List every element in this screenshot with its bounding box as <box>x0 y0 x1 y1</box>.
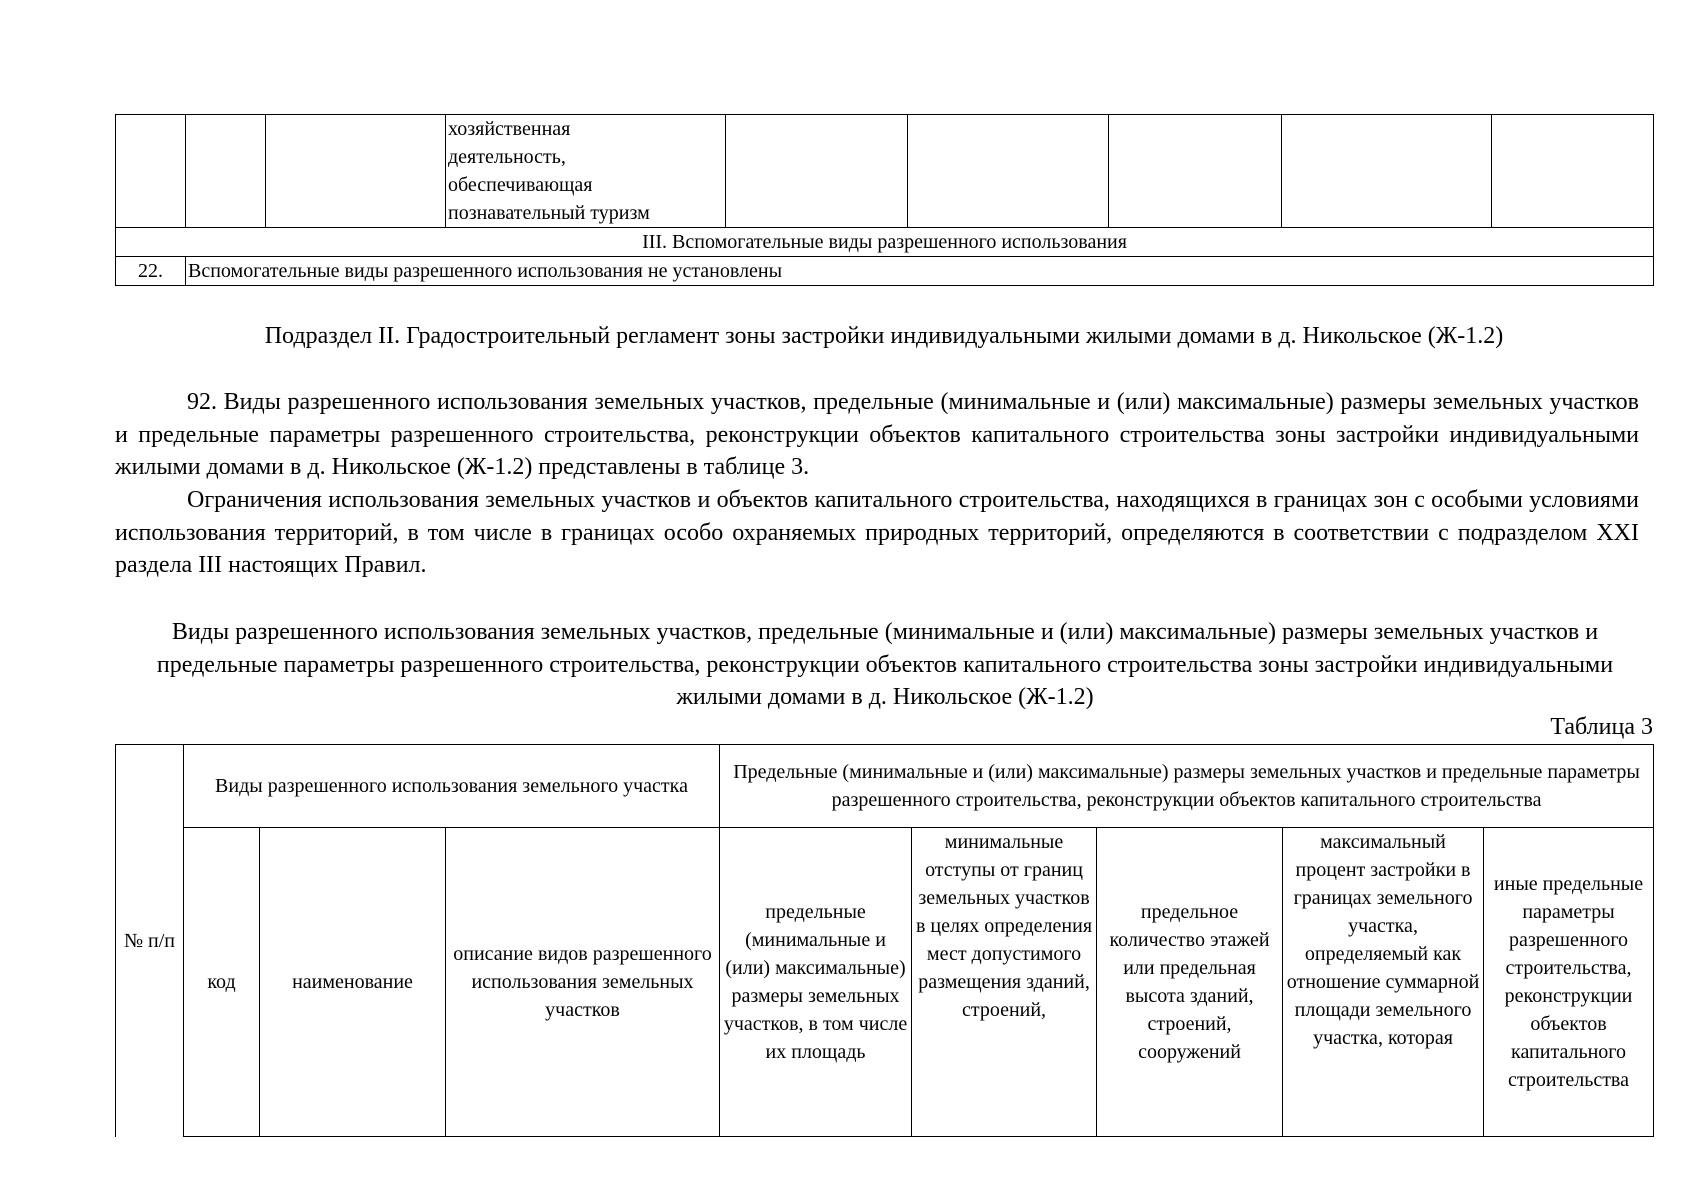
description-line: обеспечивающая <box>448 174 593 196</box>
table-number: Таблица 3 <box>1550 714 1653 740</box>
header-description: описание видов разрешенного использования земельных участков <box>446 828 720 1137</box>
section-row <box>116 228 1654 257</box>
table-cell <box>266 115 446 228</box>
header-group-limits: Предельные (минимальные и (или) максимальные) размеры земельных участков и предельные параметры разрешенного строительства, реконструкции объектов капитального строительства <box>720 745 1654 828</box>
header-plot-size: предельные (минимальные и (или) максимальные) размеры земельных участков, в том числе их площадь <box>720 828 912 1137</box>
description-line: познавательный туризм <box>448 202 650 224</box>
header-code: код <box>184 828 260 1137</box>
row-number: 22. <box>116 257 186 286</box>
table-cell <box>908 115 1109 228</box>
header-floors: предельное количество этажей или предельная высота зданий, строений, сооружений <box>1097 828 1283 1137</box>
header-coverage: максимальный процент застройки в границах земельного участка, определяемый как отношение суммарной площади земельного участка, которая <box>1283 828 1484 1137</box>
table-cell <box>1109 115 1282 228</box>
main-table <box>115 744 1654 1137</box>
description-line: хозяйственная <box>448 118 571 140</box>
table-cell <box>186 115 266 228</box>
section-heading-cell: III. Вспомогательные виды разрешенного использования <box>116 228 1654 257</box>
table-cell <box>726 115 908 228</box>
header-name: наименование <box>260 828 446 1137</box>
paragraph: Ограничения использования земельных участков и объектов капитального строительства, находящихся в границах зон с особыми условиями использования территорий, в том числе в границах особо охраняемых природных территорий, определяются в соответствии с подразделом XXI раздела III настоящих Правил. <box>115 487 1639 578</box>
row-text: Вспомогательные виды разрешенного использования не установлены <box>186 257 1654 286</box>
header-group-uses: Виды разрешенного использования земельного участка <box>184 745 720 828</box>
table-cell <box>116 115 186 228</box>
header-setbacks: минимальные отступы от границ земельных участков в целях определения мест допустимого размещения зданий, строений, <box>912 828 1097 1137</box>
description-cell <box>446 115 726 228</box>
header-number: № п/п <box>116 745 184 1137</box>
description-line: деятельность, <box>448 146 566 168</box>
table-row <box>116 115 1654 228</box>
table-row <box>116 257 1654 286</box>
table-cell <box>1282 115 1492 228</box>
subsection-title: Подраздел II. Градостроительный регламент зоны застройки индивидуальными жилыми домами в д. Никольское (Ж-1.2) <box>264 323 1504 349</box>
header-row <box>116 828 1654 1137</box>
header-other: иные предельные параметры разрешенного строительства, реконструкции объектов капитального строительства <box>1484 828 1654 1137</box>
header-row <box>116 745 1654 828</box>
paragraph: 92. Виды разрешенного использования земельных участков, предельные (минимальные и (или) максимальные) размеры земельных участков и предельные параметры разрешенного строительства, реконструкции объектов капитального строительства зоны застройки индивидуальными жилыми домами в д. Никольское (Ж-1.2) представлены в таблице 3. <box>115 389 1639 480</box>
table-caption: Виды разрешенного использования земельных участков, предельные (минимальные и (или) максимальные) размеры земельных участков и предельные параметры разрешенного строительства, реконструкции объектов капитального строительства зоны застройки индивидуальными жилыми домами в д. Никольское (Ж-1.2) <box>156 619 1614 710</box>
continuation-table <box>115 114 1654 286</box>
table-cell <box>1492 115 1654 228</box>
